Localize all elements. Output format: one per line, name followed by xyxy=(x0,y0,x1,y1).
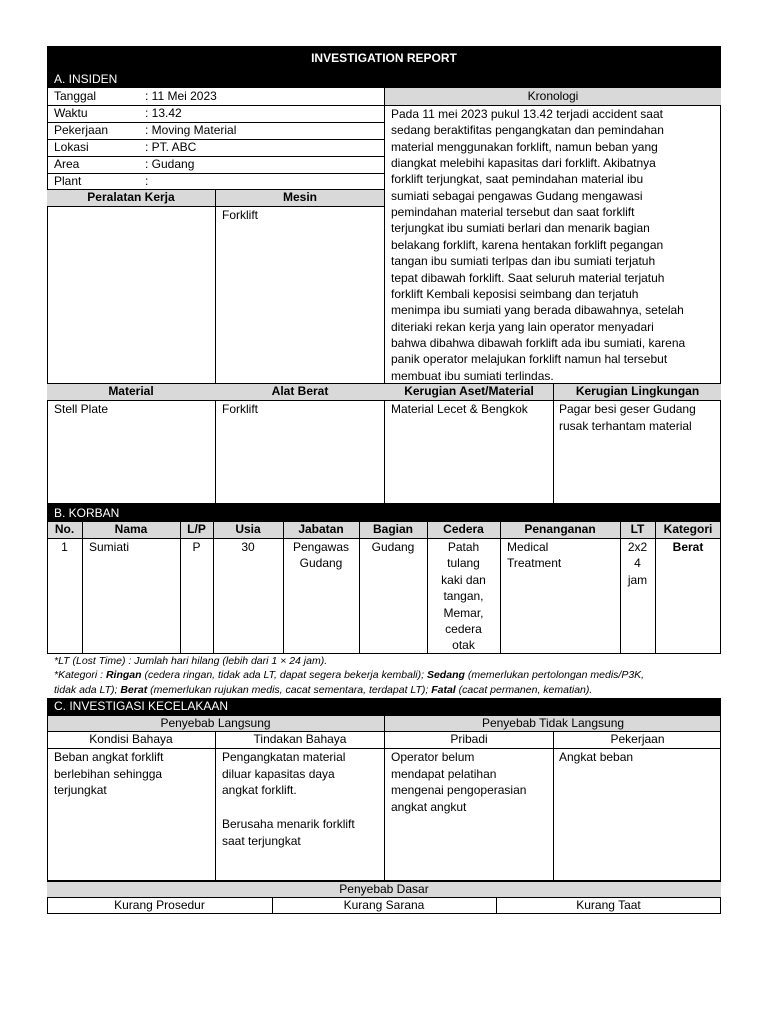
korban-column-header: Jabatan xyxy=(298,522,344,536)
korban-penanganan: Medical xyxy=(507,540,549,554)
tindakan-line: Berusaha menarik forklift xyxy=(222,816,355,831)
field-value: : PT. ABC xyxy=(145,140,197,154)
penyebab-dasar-item: Kurang Prosedur xyxy=(114,898,205,912)
korban-cedera: Patah xyxy=(447,540,480,554)
material-value: Stell Plate xyxy=(54,402,109,416)
korban-no: 1 xyxy=(61,540,68,554)
field-label: Pekerjaan xyxy=(54,123,109,137)
korban-usia: 30 xyxy=(241,540,255,554)
col-divider-left xyxy=(215,190,216,504)
field-label: Tanggal xyxy=(54,89,97,103)
korban-col-divider xyxy=(500,521,501,654)
tindakan-line: angkat forklift. xyxy=(222,783,297,798)
note-segment: (cacat permanen, kematian). xyxy=(455,684,593,696)
field-value: : xyxy=(145,174,149,188)
korban-column-header: Penanganan xyxy=(524,522,596,536)
kronologi-line: bahwa dibahwa dibawah forklift ada ibu sumiati, karena xyxy=(391,335,686,350)
note-segment: *Kategori : xyxy=(54,669,106,681)
kronologi-line: menimpa ibu sumiati yang berada dibawahnya, setelah xyxy=(391,303,684,318)
kronologi-line: pemindahan material tersebut dan saat forklift xyxy=(391,205,635,220)
korban-col-divider xyxy=(82,521,83,654)
korban-column-header: Cedera xyxy=(443,522,484,536)
penyebab-dasar-header: Penyebab Dasar xyxy=(339,882,429,896)
field-row-divider xyxy=(47,105,384,106)
korban-column-header: LT xyxy=(630,522,645,536)
col-divider-middle xyxy=(384,87,385,504)
section-c-heading: C. INVESTIGASI KECELAKAAN xyxy=(54,699,229,713)
pribadi-line: mendapat pelatihan xyxy=(391,766,497,781)
korban-jabatan: Gudang xyxy=(299,556,343,571)
field-label: Plant xyxy=(54,174,82,188)
korban-cedera: kaki dan xyxy=(441,572,486,587)
kronologi-line: sedang beraktifitas pengangkatan dan pemindahan xyxy=(391,123,664,138)
korban-column-header: No. xyxy=(54,522,75,536)
alat-berat-value: Forklift xyxy=(222,402,258,416)
kerugian-aset-header: Kerugian Aset/Material xyxy=(404,384,534,398)
tindakan-line: saat terjungkat xyxy=(222,833,301,848)
field-row-divider xyxy=(47,156,384,157)
kronologi-line: Pada 11 mei 2023 pukul 13.42 terjadi accident saat xyxy=(391,107,663,121)
tindakan-header: Tindakan Bahaya xyxy=(253,732,347,746)
note-kategori xyxy=(54,668,644,683)
note-segment: Berat xyxy=(120,684,148,696)
note-lt: *LT (Lost Time) : Jumlah hari hilang (lebih dari 1 × 24 jam). xyxy=(54,655,328,667)
pekerjaan-header: Pekerjaan xyxy=(610,732,665,746)
section-a-heading: A. INSIDEN xyxy=(54,72,118,86)
penyebab-langsung-header: Penyebab Langsung xyxy=(160,716,271,730)
kronologi-line: tangan ibu sumiati terlpas dan ibu sumiati terjatuh xyxy=(391,254,656,269)
kronologi-line: tepat dibawah forklift. Saat seluruh material terjatuh xyxy=(391,270,665,285)
field-row-divider xyxy=(47,139,384,140)
korban-cedera: otak xyxy=(452,638,475,653)
korban-cedera: Memar, xyxy=(443,605,484,620)
korban-lt: 4 xyxy=(634,556,641,571)
field-label: Lokasi xyxy=(54,140,89,154)
field-value: : 11 Mei 2023 xyxy=(145,89,217,103)
korban-penanganan: Treatment xyxy=(507,556,562,571)
note-segment: (memerlukan pertolongan medis/P3K, xyxy=(464,669,645,681)
korban-lp: P xyxy=(192,540,201,554)
kerugian-lingkungan-header: Kerugian Lingkungan xyxy=(575,384,700,398)
pekerjaan-line: Angkat beban xyxy=(559,750,634,764)
kronologi-line: membuat ibu sumiati terlindas. xyxy=(391,368,554,383)
tindakan-line: diluar kapasitas daya xyxy=(222,766,335,781)
kondisi-line: Beban angkat forklift xyxy=(54,750,164,764)
note-segment: Fatal xyxy=(431,684,456,696)
field-value: : Moving Material xyxy=(145,123,237,137)
kronologi-line: terjungkat ibu sumiati berlari dan menarik bagian xyxy=(391,221,650,236)
col-divider-right xyxy=(553,731,554,881)
penyebab-dasar-item: Kurang Taat xyxy=(576,898,641,912)
tindakan-line: Pengangkatan material xyxy=(222,750,346,764)
penyebab-tidak-langsung-header: Penyebab Tidak Langsung xyxy=(481,716,625,730)
field-label: Waktu xyxy=(54,106,88,120)
korban-column-header: Kategori xyxy=(663,522,713,536)
pribadi-line: mengenai pengoperasian xyxy=(391,783,527,798)
kondisi-line: terjungkat xyxy=(54,783,107,798)
note-segment: tidak ada LT); xyxy=(54,684,121,696)
field-row-divider xyxy=(47,173,384,174)
kronologi-line: forklift Kembali keposisi seimbang dan terjatuh xyxy=(391,286,639,301)
pribadi-line: angkat angkut xyxy=(391,800,467,815)
korban-jabatan: Pengawas xyxy=(292,540,350,554)
field-value: : 13.42 xyxy=(145,106,182,120)
korban-cedera: cedera xyxy=(445,622,482,636)
kronologi-line: diteriaki rekan kerja yang lain operator menyadari xyxy=(391,319,654,334)
section-a-header xyxy=(47,70,721,87)
korban-cedera: tulang xyxy=(447,556,480,571)
alat-berat-header: Alat Berat xyxy=(271,384,329,398)
note-segment: (cedera ringan, tidak ada LT, dapat segera bekerja kembali); xyxy=(141,669,427,681)
kondisi-line: berlebihan sehingga xyxy=(54,766,163,781)
field-label: Area xyxy=(54,157,80,171)
note-kategori-2 xyxy=(54,683,592,698)
kronologi-line: belakang forklift, karena hentakan forklift pegangan xyxy=(391,237,664,252)
kronologi-line: sumiati sebagai pengawas Gudang mengawasi xyxy=(391,188,643,203)
kerugian-lingkungan-line: Pagar besi geser Gudang xyxy=(559,402,696,416)
pribadi-header: Pribadi xyxy=(450,732,488,746)
korban-lt: jam xyxy=(627,572,648,587)
note-segment: (memerlukan rujukan medis, cacat sementara, terdapat LT); xyxy=(147,684,432,696)
korban-column-header: L/P xyxy=(187,522,206,536)
korban-lt: 2x2 xyxy=(627,540,648,554)
note-segment: Sedang xyxy=(426,669,465,681)
korban-bagian: Gudang xyxy=(371,540,415,554)
mesin-value: Forklift xyxy=(222,208,258,222)
korban-cedera: tangan, xyxy=(443,589,484,604)
kerugian-lingkungan-line: rusak terhantam material xyxy=(559,418,692,433)
kronologi-line: diangkat melebihi kapasitas dari forklift. Akibatnya xyxy=(391,156,656,171)
korban-column-header: Usia xyxy=(235,522,261,536)
section-b-heading: B. KORBAN xyxy=(54,506,120,520)
field-row-divider xyxy=(47,122,384,123)
report-title: INVESTIGATION REPORT xyxy=(311,51,457,65)
peralatan-header: Peralatan Kerja xyxy=(87,190,175,204)
korban-nama: Sumiati xyxy=(89,540,130,554)
kronologi-header: Kronologi xyxy=(527,89,579,103)
col-divider-left xyxy=(215,731,216,881)
kondisi-header: Kondisi Bahaya xyxy=(89,732,173,746)
korban-kategori: Berat xyxy=(672,540,704,554)
penyebab-dasar-item: Kurang Sarana xyxy=(343,898,425,912)
korban-column-header: Bagian xyxy=(372,522,413,536)
section-b-header xyxy=(47,504,721,521)
kronologi-line: forklift terjungkat, saat pemindahan material ibu xyxy=(391,172,644,187)
pribadi-line: Operator belum xyxy=(391,750,475,764)
note-segment: Ringan xyxy=(105,669,142,681)
kerugian-aset-value: Material Lecet & Bengkok xyxy=(391,402,528,416)
field-value: : Gudang xyxy=(145,157,195,171)
kronologi-line: panik operator melajukan forklift namun hal tersebut xyxy=(391,352,668,367)
col-divider-right xyxy=(553,384,554,504)
korban-column-header: Nama xyxy=(114,522,148,536)
kronologi-line: material menggunakan forklift, namun beban yang xyxy=(391,139,658,154)
material-header: Material xyxy=(108,384,154,398)
mesin-header: Mesin xyxy=(282,190,317,204)
